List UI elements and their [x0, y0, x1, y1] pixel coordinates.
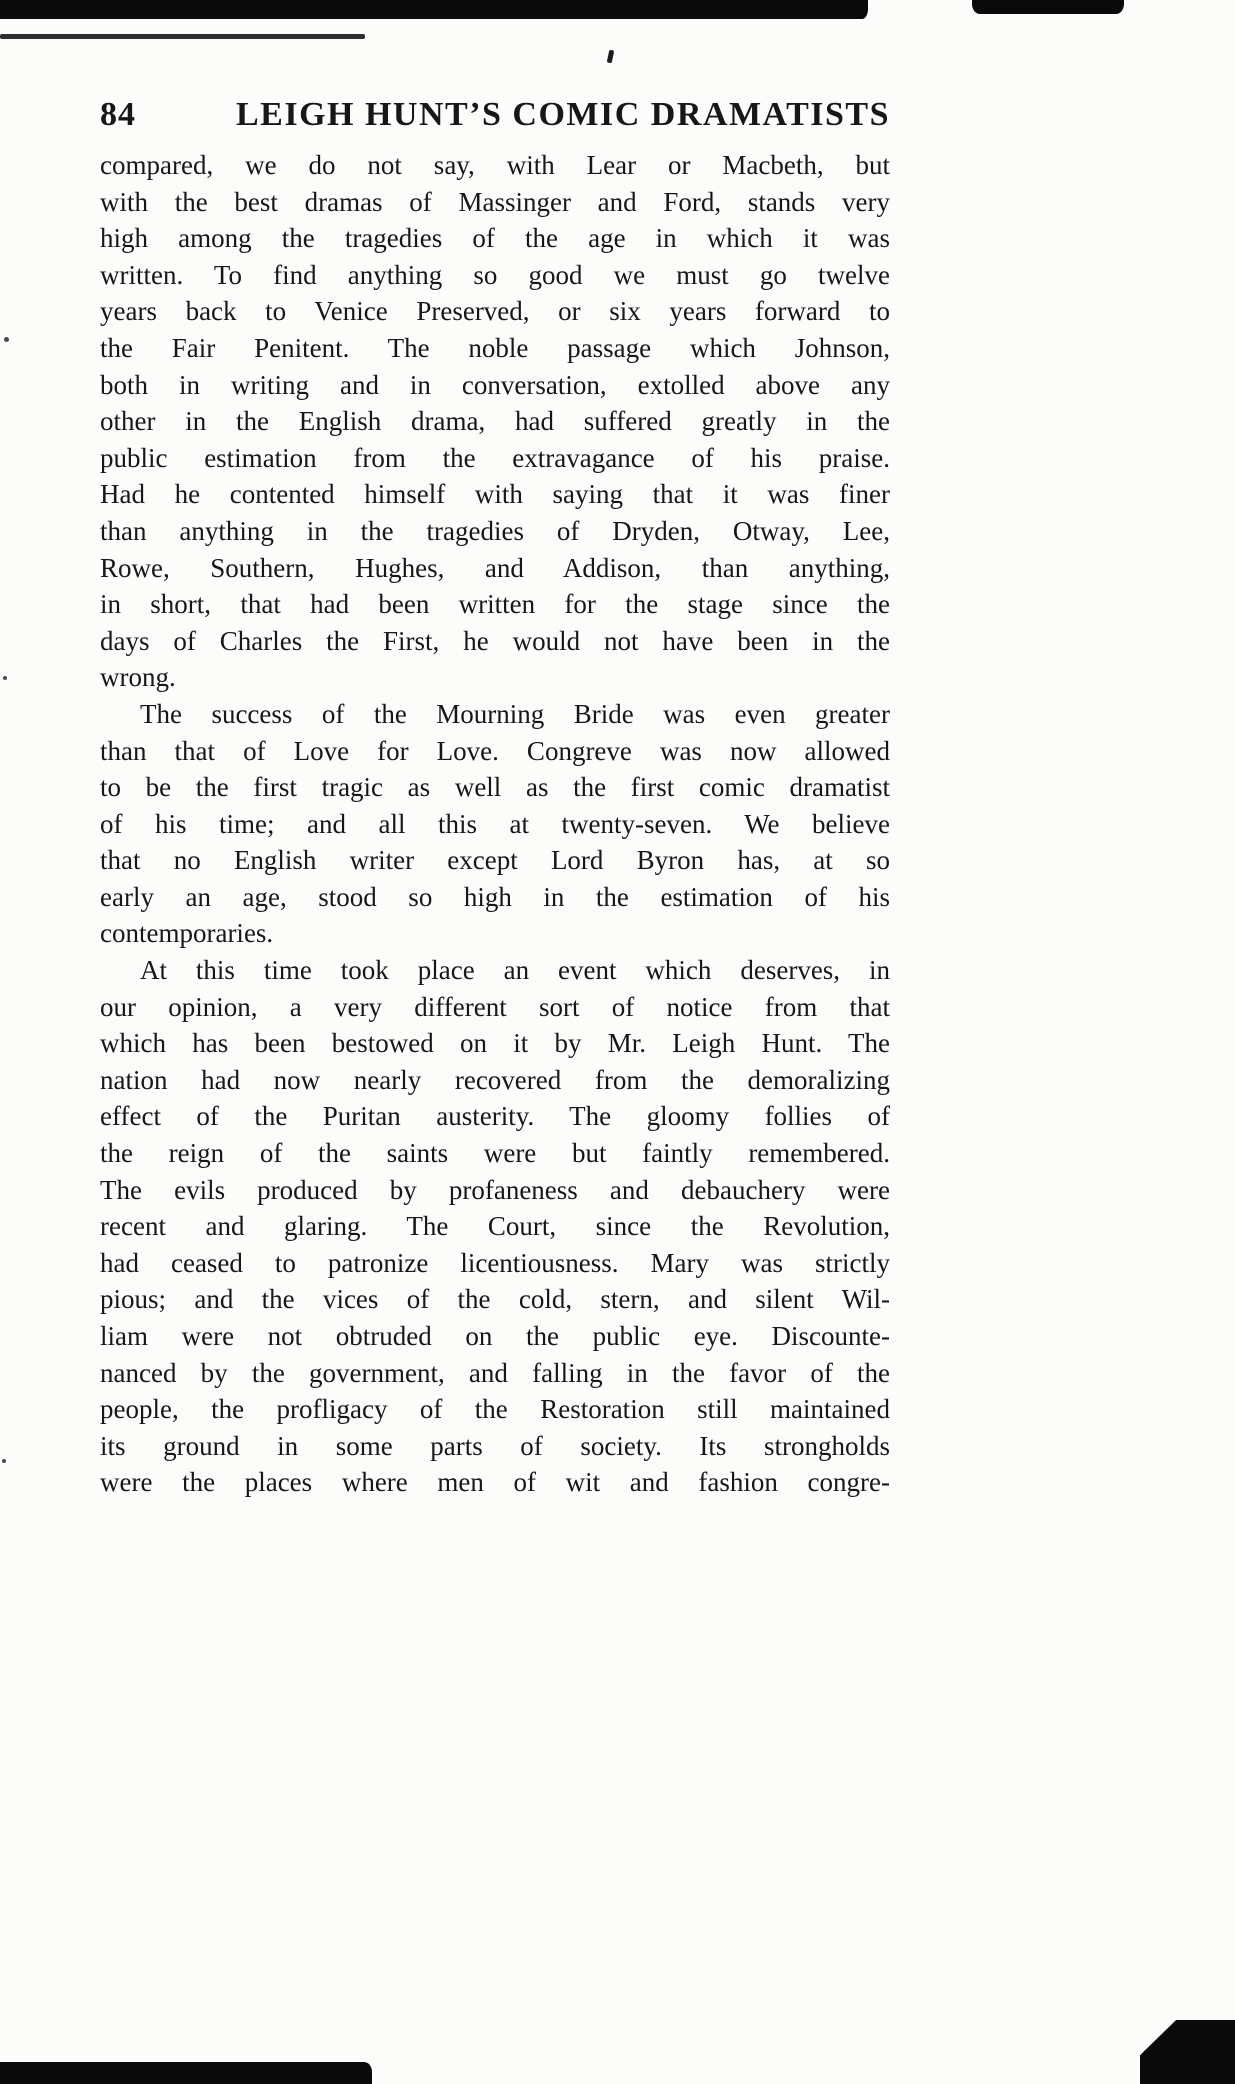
text-line: Rowe, Southern, Hughes, and Addison, than anything,: [100, 552, 890, 583]
scan-speck: [2, 1459, 6, 1463]
text-line: which has been bestowed on it by Mr. Leigh Hunt. The: [100, 1028, 890, 1059]
text-line: other in the English drama, had suffered greatly in the: [100, 406, 890, 437]
text-line: wrong.: [100, 662, 176, 693]
text-line: Had he contented himself with saying that it was finer: [100, 479, 890, 510]
text-line: than that of Love for Love. Congreve was now allowed: [100, 735, 890, 766]
text-line: to be the first tragic as well as the first comic dramatist: [100, 772, 890, 803]
page-body: [100, 147, 890, 1501]
paragraph: [100, 147, 890, 696]
paragraph: [100, 952, 890, 1501]
text-line: both in writing and in conversation, extolled above any: [100, 369, 890, 400]
scan-artifact-thin-line: [0, 34, 365, 39]
text-line: in short, that had been written for the stage since the: [100, 589, 890, 620]
text-line: than anything in the tragedies of Dryden, Otway, Lee,: [100, 515, 890, 546]
text-line: pious; and the vices of the cold, stern, and silent Wil-: [100, 1284, 890, 1315]
text-line: recent and glaring. The Court, since the Revolution,: [100, 1211, 890, 1242]
text-line: effect of the Puritan austerity. The gloomy follies of: [100, 1101, 890, 1132]
text-line: the reign of the saints were but faintly remembered.: [100, 1138, 890, 1169]
text-line: early an age, stood so high in the estimation of his: [100, 881, 890, 912]
text-line: compared, we do not say, with Lear or Macbeth, but: [100, 150, 890, 180]
text-line: with the best dramas of Massinger and Ford, stands very: [100, 186, 890, 217]
paragraph: [100, 696, 890, 952]
text-line: At this time took place an event which deserves, in: [140, 955, 890, 986]
page-header: [100, 93, 890, 137]
text-line: had ceased to patronize licentiousness. Mary was strictly: [100, 1247, 890, 1278]
text-line: of his time; and all this at twenty-seven. We believe: [100, 808, 890, 839]
text-line: years back to Venice Preserved, or six years forward to: [100, 296, 890, 327]
text-line: nanced by the government, and falling in the favor of the: [100, 1357, 890, 1388]
text-line: The success of the Mourning Bride was even greater: [140, 698, 890, 729]
text-line: high among the tragedies of the age in which it was: [100, 223, 890, 254]
page-number: 84: [100, 96, 136, 133]
text-line: The evils produced by profaneness and debauchery were: [100, 1174, 890, 1205]
text-line: people, the profligacy of the Restoration still maintained: [100, 1394, 890, 1425]
text-line: that no English writer except Lord Byron has, at so: [100, 845, 890, 876]
scan-artifact-bottom-right-corner: [1140, 2020, 1235, 2084]
scan-artifact-top-right-bar: [972, 0, 1124, 14]
text-line: were the places where men of wit and fashion congre-: [100, 1467, 890, 1498]
text-line: written. To find anything so good we must go twelve: [100, 259, 890, 290]
text-line: its ground in some parts of society. Its strongholds: [100, 1430, 890, 1461]
text-line: days of Charles the First, he would not have been in the: [100, 625, 890, 656]
text-line: the Fair Penitent. The noble passage which Johnson,: [100, 332, 890, 363]
scan-speck: [3, 676, 7, 680]
page-title: LEIGH HUNT’S COMIC DRAMATISTS: [235, 96, 890, 133]
scan-artifact-speck-mark: [607, 50, 615, 64]
text-line: contemporaries.: [100, 918, 274, 949]
text-line: nation had now nearly recovered from the demoralizing: [100, 1064, 890, 1095]
text-line: public estimation from the extravagance of his praise.: [100, 442, 890, 473]
text-line: liam were not obtruded on the public eye. Discounte-: [100, 1321, 890, 1351]
scan-artifact-top-left-bar: [0, 0, 868, 19]
scan-speck: [4, 337, 9, 342]
scan-artifact-bottom-left-bar: [0, 2062, 372, 2084]
text-line: our opinion, a very different sort of notice from that: [100, 991, 890, 1022]
